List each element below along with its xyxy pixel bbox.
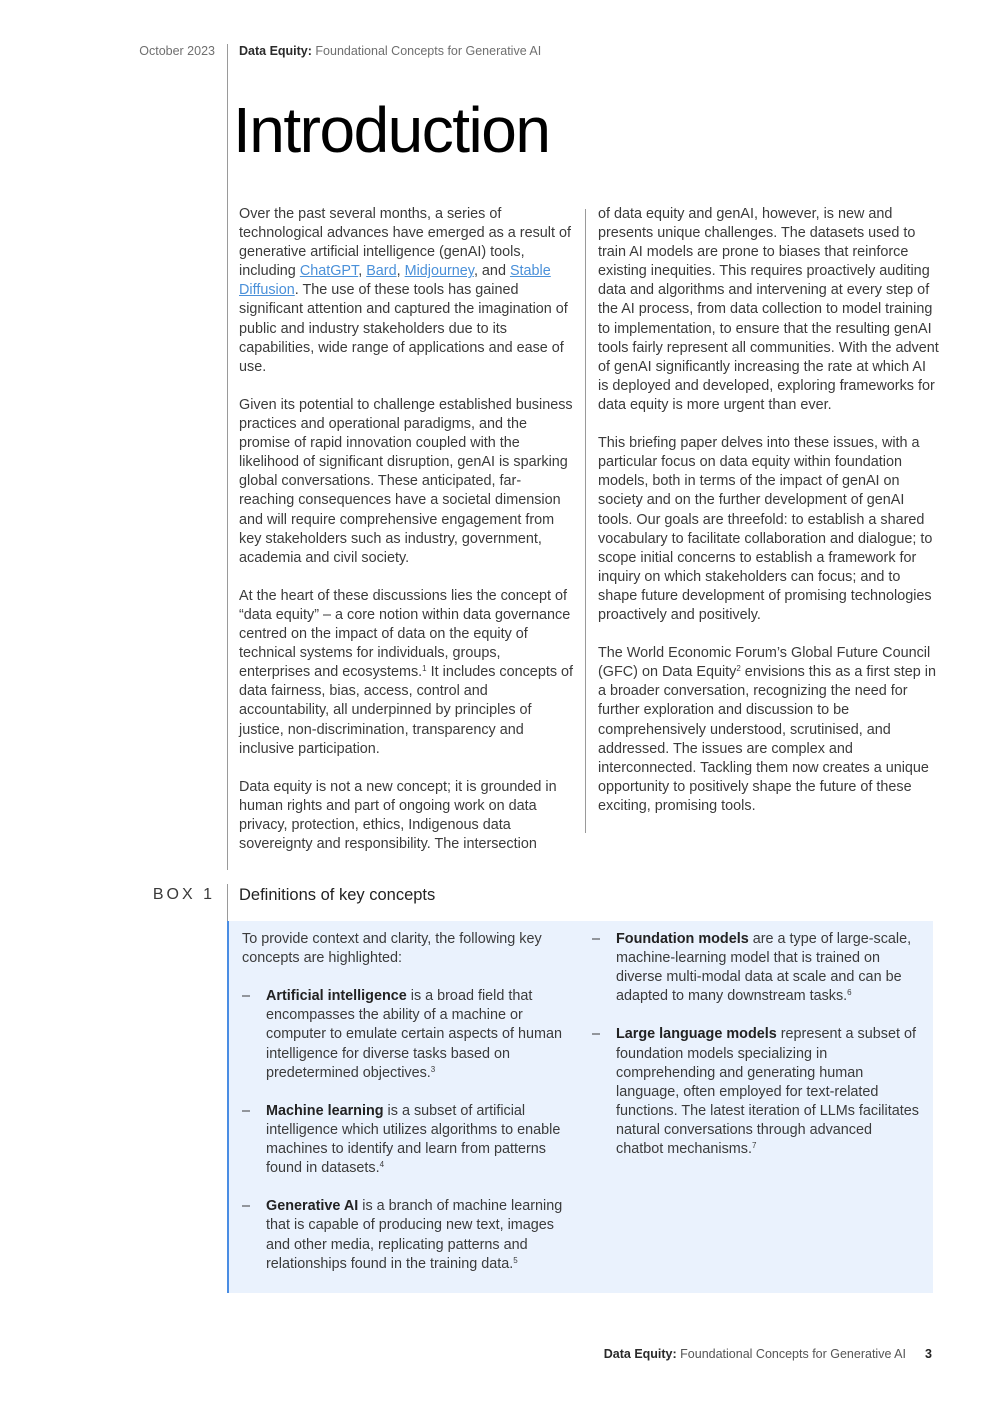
intro-paragraph-7 [598,644,940,816]
dash-bullet: – [592,931,601,947]
page-title: Introduction [233,94,550,166]
intro-paragraph-4: Data equity is not a new concept; it is grounded in human rights and part of ongoing work on data privacy, protection, ethics, Indigenous data sovereignty and responsibility. The intersection [239,778,557,853]
header-title-bold: Data Equity: [239,44,312,58]
box-label: BOX 1 [152,886,215,903]
page-number: 3 [925,1347,932,1361]
definition-item [592,1025,922,1159]
definition-text: are a type of large-scale, machine-learning model that is trained on diverse multi-modal data at scale and can be adapted to many downstream tasks. [616,931,912,1005]
dash-bullet: – [242,1102,251,1119]
intro-paragraph-2: Given its potential to challenge established business practices and operational paradigms, and the promise of rapid innovation coupled with the likelihood of significant disruption, genAI is sparking global conversations. These anticipated, far-reaching consequences have a societal dimension and will require comprehensive engagement from key stakeholders such as industry, government, academia and civil society. [239,396,573,566]
paragraph-text: Over the past several months, a series of technological advances have emerged as a result of generative artificial intelligence (genAI) tools, including [239,206,571,280]
dash-bullet: – [242,988,251,1005]
paragraph-text: envisions this as a first step in a broader conversation, recognizing the need for further exploration and discussion to be comprehensively understood, scrutinised, and addressed. The issues are complex and interconnected. Tackling them now creates a unique opportunity to positively shape the future of these exciting, promising tools. [598,664,936,814]
footer-title [604,1347,906,1361]
footnote-ref-5[interactable]: 5 [513,1255,518,1265]
paragraph-text: At the heart of these discussions lies the concept of “data equity” – a core notion within data governance centred on the impact of data on the equity of technical systems for individuals, groups, enterprises and ecosystems. [239,587,571,681]
definition-item [592,930,922,1006]
definition-term: Generative AI [266,1198,359,1215]
intro-paragraph-3 [239,587,575,759]
definition-item [242,1197,572,1273]
intro-paragraph-5: of data equity and genAI, however, is new and presents unique challenges. The datasets used to train AI models are prone to biases that reinforce existing inequities. This requires proactively auditing data and algorithms and intervening at every step of the AI process, from data collection to model training to implementation, to ensure that the resulting genAI tools fairly represent all communities. With the advent of genAI significantly increasing the rate at which AI is deployed and developed, exploring frameworks for data equity is more urgent than ever. [598,206,939,413]
paragraph-text: The World Economic Forum’s Global Future Council (GFC) on Data Equity [598,645,931,681]
definition-term: Large language models [616,1026,777,1043]
definition-term: Foundation models [616,931,749,947]
body-column-left [239,205,575,873]
separator: , [396,263,405,280]
header-title [239,44,541,58]
intro-paragraph-1 [239,205,575,377]
intro-paragraph-6: This briefing paper delves into these issues, with a particular focus on data equity within foundation models, both in terms of the impact of genAI on society and on the further development of genAI tools. Our goals are threefold: to establish a shared vocabulary to facilitate collaboration and dialogue; to scope initial concerns to establish a framework for inquiry on which stakeholders can focus; and to shape future development of promising technologies proactively and positively. [598,435,933,623]
footnote-ref-3[interactable]: 3 [430,1064,436,1074]
box-column-right [592,930,922,1178]
paragraph-text: . The use of these tools has gained significant attention and captured the imagination of public and industry stakeholders due to its capabilities, wide range of applications and ease of use. [239,282,568,375]
box-title: Definitions of key concepts [239,886,436,904]
definition-item [242,1102,572,1178]
separator: , and [473,263,510,280]
stable-diffusion-link[interactable]: Stable Diffusion [239,263,551,299]
box-column-left [242,930,572,1293]
column-divider [585,209,586,833]
bard-link[interactable]: Bard [366,263,397,280]
header-date: October 2023 [139,44,215,58]
definition-text: is a broad field that encompasses the ability of a machine or computer to emulate certain aspects of human intelligence for diverse tasks based on predetermined objectives. [266,988,562,1081]
definition-text: represent a subset of foundation models specializing in comprehending and generating human language, often employed for text-related functions. The latest iteration of LLMs facilitates natural conversations through advanced chatbot mechanisms. [616,1026,919,1158]
left-margin-rule [227,44,228,870]
box-intro: To provide context and clarity, the following key concepts are highlighted: [242,931,542,967]
dash-bullet: – [242,1198,251,1215]
definition-text: is a subset of artificial intelligence which utilizes algorithms to enable machines to identify and learn from patterns found in datasets. [266,1102,561,1177]
header-title-rest: Foundational Concepts for Generative AI [311,44,542,58]
separator: , [358,263,367,280]
definition-term: Artificial intelligence [266,988,407,1005]
midjourney-link[interactable]: Midjourney [404,263,474,280]
footnote-ref-4[interactable]: 4 [379,1160,385,1170]
footnote-ref-7[interactable]: 7 [751,1141,757,1151]
body-column-right [598,205,940,835]
definition-item [242,987,572,1082]
dash-bullet: – [592,1026,601,1043]
paragraph-text: It includes concepts of data fairness, bias, access, control and accountability, all underpinned by principles of justice, non-discrimination, transparency and inclusive participation. [239,664,574,757]
footnote-ref-1[interactable]: 1 [422,664,427,674]
footer-title-bold: Data Equity: [603,1347,677,1361]
box-label-rule [227,884,228,921]
definition-text: is a branch of machine learning that is capable of producing new text, images and other media, replicating patterns and relationships found in the training data. [266,1198,563,1272]
footnote-ref-2[interactable]: 2 [736,664,741,674]
footnote-ref-6[interactable]: 6 [847,988,852,998]
definition-term: Machine learning [266,1102,384,1119]
footer-title-rest: Foundational Concepts for Generative AI [676,1347,906,1361]
chatgpt-link[interactable]: ChatGPT [299,263,359,280]
